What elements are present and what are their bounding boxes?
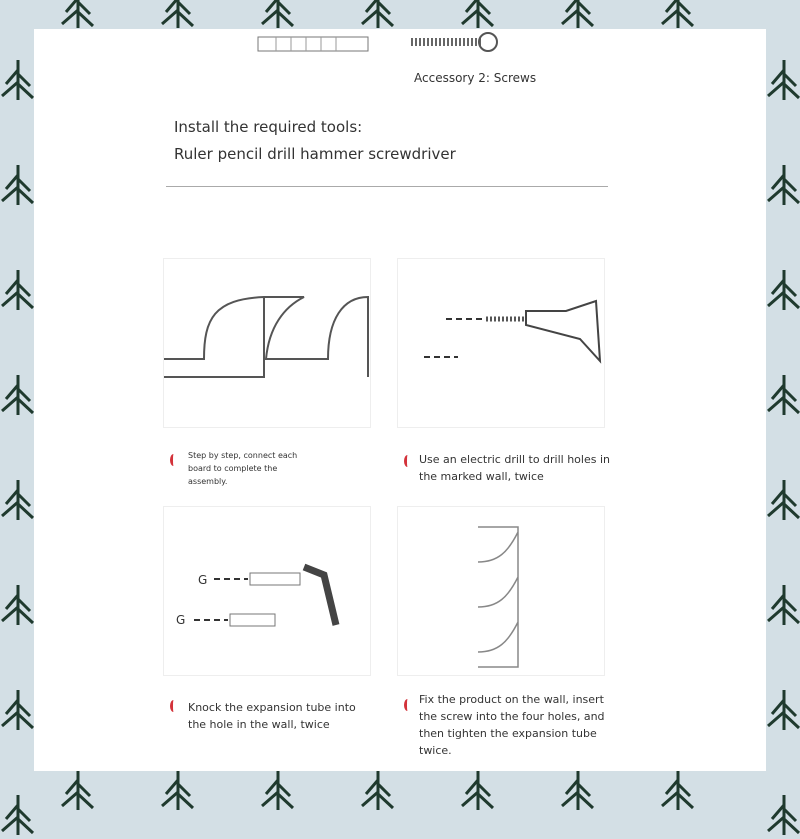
screw-illustration bbox=[406, 29, 506, 59]
step-1-caption: Step by step, connect each board to complete the assembly. bbox=[188, 451, 298, 486]
tree-icon bbox=[260, 770, 300, 810]
step-bullet-icon bbox=[170, 700, 177, 712]
tree-icon bbox=[0, 795, 40, 835]
tree-icon bbox=[60, 770, 100, 810]
tree-icon bbox=[360, 0, 400, 28]
tree-icon bbox=[766, 585, 800, 625]
wall-shelf-drawing bbox=[398, 507, 606, 677]
tree-icon bbox=[660, 770, 700, 810]
step-4-image bbox=[397, 506, 605, 676]
tree-icon bbox=[766, 480, 800, 520]
tree-icon bbox=[660, 0, 700, 28]
tree-icon bbox=[560, 770, 600, 810]
step-4-caption: Fix the product on the wall, insert the screw into the four holes, and then tighten the expansion tube twice. bbox=[419, 693, 605, 757]
step-bullet-icon bbox=[170, 454, 177, 466]
tree-icon bbox=[460, 770, 500, 810]
step-2-caption: Use an electric drill to drill holes in the marked wall, twice bbox=[419, 453, 610, 483]
step-1-image bbox=[163, 258, 371, 428]
drill-drawing bbox=[398, 259, 606, 429]
tree-icon bbox=[766, 270, 800, 310]
tree-icon bbox=[766, 165, 800, 205]
tools-heading: Install the required tools: bbox=[174, 118, 363, 136]
expansion-tube-illustration bbox=[256, 31, 376, 61]
marker-g: G bbox=[176, 613, 186, 627]
marker-g: G bbox=[198, 573, 208, 587]
tree-icon bbox=[766, 690, 800, 730]
step-bullet-icon bbox=[404, 699, 411, 711]
tree-icon bbox=[766, 795, 800, 835]
tree-icon bbox=[260, 0, 300, 28]
step-2-image bbox=[397, 258, 605, 428]
tree-icon bbox=[560, 0, 600, 28]
tree-icon bbox=[460, 0, 500, 28]
tools-list: Ruler pencil drill hammer screwdriver bbox=[174, 145, 456, 163]
accessory-label: Accessory 2: Screws bbox=[414, 71, 537, 85]
tree-icon bbox=[766, 375, 800, 415]
tree-icon bbox=[160, 0, 200, 28]
step-3-caption: Knock the expansion tube into the hole in the wall, twice bbox=[188, 701, 356, 731]
shelf-assembly-drawing bbox=[164, 259, 372, 429]
tree-icon bbox=[60, 0, 100, 28]
tree-icon bbox=[160, 770, 200, 810]
divider bbox=[166, 186, 608, 187]
step-bullet-icon bbox=[404, 455, 411, 467]
step-3-image bbox=[163, 506, 371, 676]
tree-icon bbox=[766, 60, 800, 100]
hammer-drawing bbox=[164, 507, 372, 677]
tree-icon bbox=[360, 770, 400, 810]
